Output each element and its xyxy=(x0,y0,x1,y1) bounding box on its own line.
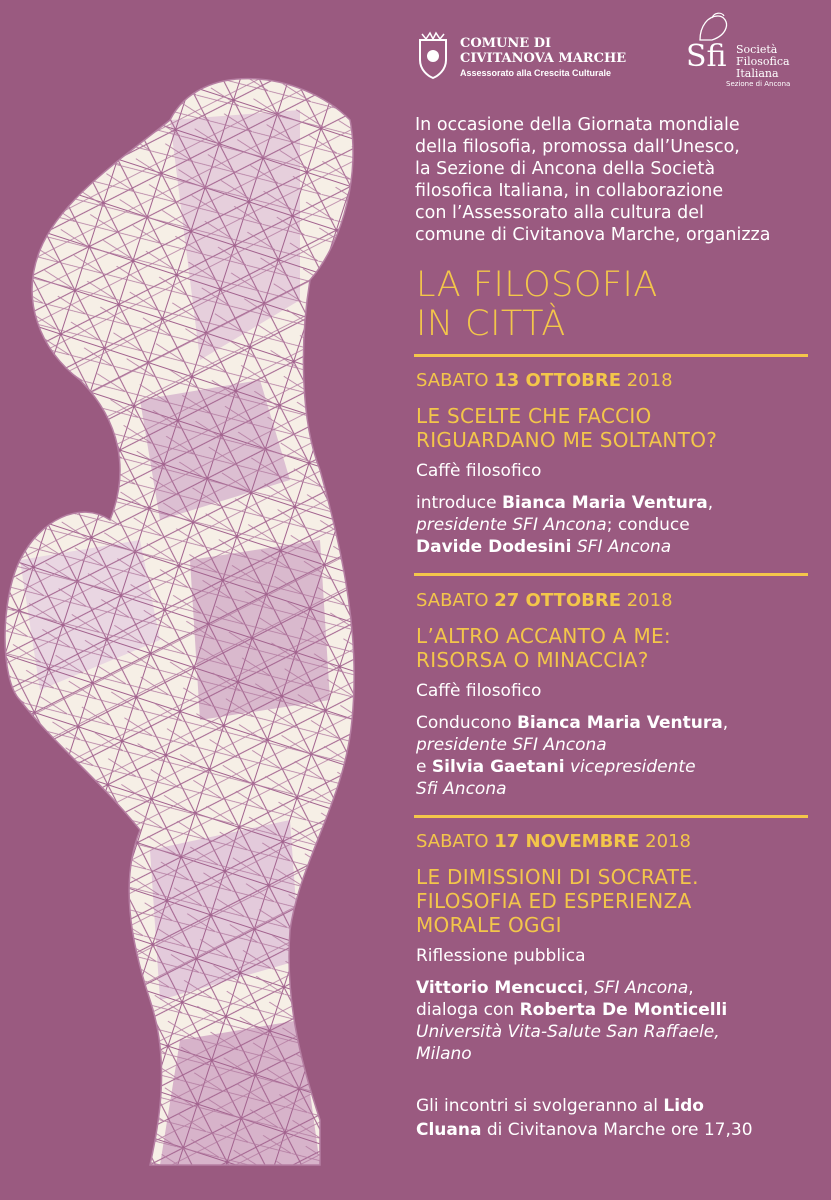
event-2 xyxy=(416,590,826,800)
athena-head-icon xyxy=(694,12,730,42)
divider-rule xyxy=(414,573,808,576)
comune-subtitle: Assessorato alla Crescita Culturale xyxy=(460,68,612,78)
divider-rule xyxy=(414,815,808,818)
event-description: Vittorio Mencucci, SFI Ancona, dialoga con Roberta De Monticelli Università Vita-Salute San Raffaele, Milano xyxy=(416,978,728,1064)
sfi-name: Società Filosofica Italiana xyxy=(736,43,790,80)
event-type: Caffè filosofico xyxy=(416,681,542,701)
sfi-mark: Sfi xyxy=(686,39,727,74)
comune-name: COMUNE DI CIVITANOVA MARCHE xyxy=(460,36,627,66)
main-title: LA FILOSOFIA IN CITTÀ xyxy=(416,265,658,344)
event-date: SABATO 17 NOVEMBRE 2018 xyxy=(416,831,691,852)
event-type: Caffè filosofico xyxy=(416,461,542,481)
event-title: LE SCELTE CHE FACCIO RIGUARDANO ME SOLTANTO? xyxy=(416,404,718,452)
event-title: LE DIMISSIONI DI SOCRATE. FILOSOFIA ED ESPERIENZA MORALE OGGI xyxy=(416,865,699,937)
thinker-statue-illustration xyxy=(0,0,410,1200)
intro-paragraph: In occasione della Giornata mondiale della filosofia, promossa dall’Unesco, la Sezione di Ancona della Società filosofica Italiana, in collaborazione con l’Assessorato alla cultura del comune di Civitanova Marche, organizza xyxy=(415,115,771,245)
event-date: SABATO 27 OTTOBRE 2018 xyxy=(416,590,673,611)
event-title: L’ALTRO ACCANTO A ME: RISORSA O MINACCIA? xyxy=(416,624,671,672)
event-date: SABATO 13 OTTOBRE 2018 xyxy=(416,370,673,391)
event-type: Riflessione pubblica xyxy=(416,946,586,966)
venue-footer: Gli incontri si svolgeranno al Lido Cluana di Civitanova Marche ore 17,30 xyxy=(416,1096,753,1140)
event-description: Conducono Bianca Maria Ventura, presidente SFI Ancona e Silvia Gaetani vicepresidente Sfi Ancona xyxy=(416,713,729,799)
event-3 xyxy=(416,831,826,1065)
comune-logo xyxy=(416,30,646,86)
event-1 xyxy=(416,370,826,558)
divider-rule xyxy=(414,354,808,357)
sfi-sezione: Sezione di Ancona xyxy=(726,80,791,88)
event-description: introduce Bianca Maria Ventura, presidente SFI Ancona; conduce Davide Dodesini SFI Ancona xyxy=(416,493,714,557)
crest-icon xyxy=(416,30,450,80)
sfi-logo xyxy=(680,12,820,94)
